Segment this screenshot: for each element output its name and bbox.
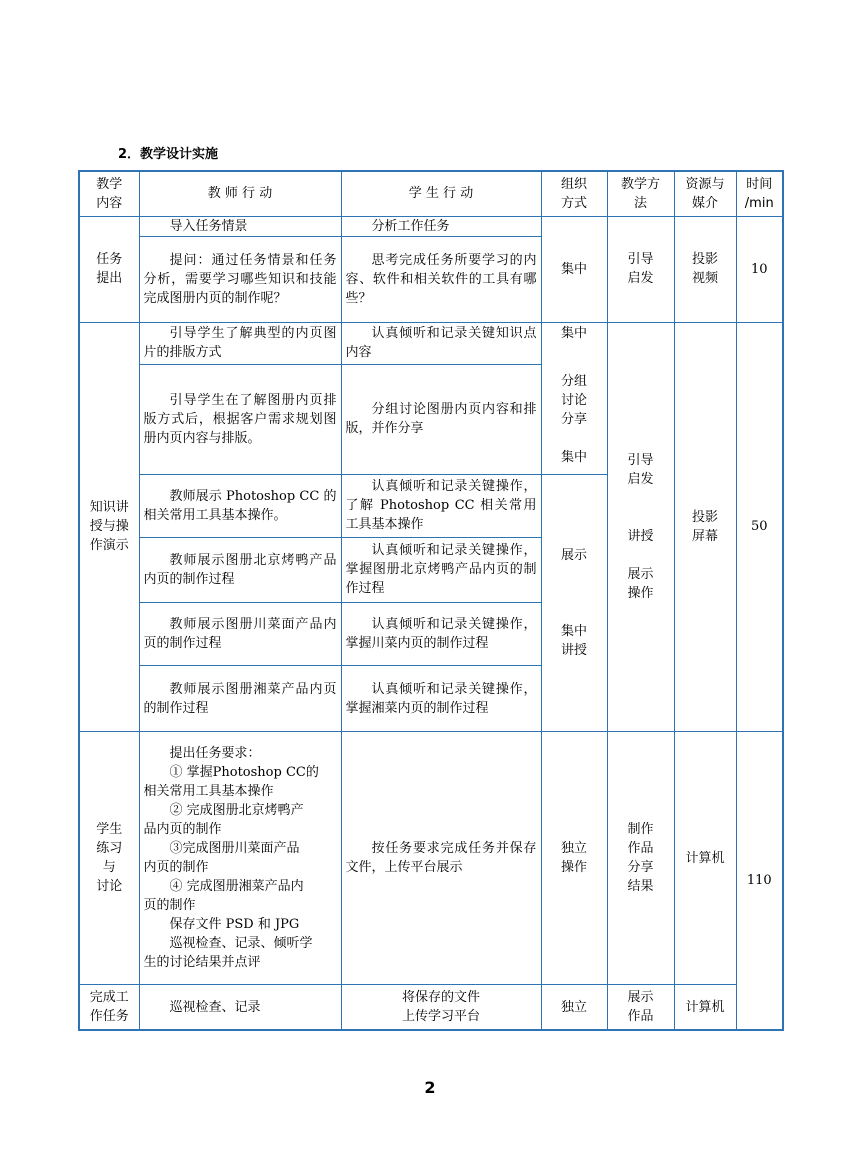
sec2-student-6: 认真倾听和记录关键操作，掌握湘菜内页的制作过程	[341, 666, 541, 732]
header-teacher: 教 师 行 动	[139, 171, 341, 216]
sec4-content: 完成工 作任务	[79, 985, 139, 1030]
sec3-teacher-line: 内页的制作	[143, 860, 209, 876]
sec1-student-1: 分析工作任务	[341, 216, 541, 236]
sec4-org: 独立	[541, 985, 607, 1030]
sec4-teacher: 巡视检查、记录	[139, 985, 341, 1030]
sec2-method: 引导 启发 讲授 展示 操作	[607, 322, 674, 731]
table-row	[79, 985, 783, 1030]
sec3-method: 制作 作品 分享 结果	[607, 732, 674, 985]
sec1-teacher-1: 导入任务情景	[139, 216, 341, 236]
header-content: 教学 内容	[79, 171, 139, 216]
sec3-teacher-line: 生的讨论结果并点评	[143, 955, 261, 971]
sec3-teacher-line: 提出任务要求：	[169, 746, 261, 762]
sec3-teacher-line: 相关常用工具基本操作	[143, 784, 274, 800]
header-time: 时间 /min	[736, 171, 783, 216]
teaching-plan-table	[78, 170, 784, 1031]
sec1-time: 10	[736, 216, 783, 322]
sec3-teacher-line: ④ 完成图册湘菜产品内	[169, 879, 304, 895]
sec2-teacher-4: 教师展示图册北京烤鸭产品内页的制作过程	[139, 537, 341, 602]
header-method: 教学方 法	[607, 171, 674, 216]
sec3-org: 独立 操作	[541, 732, 607, 985]
sec3-time: 110	[736, 732, 783, 1030]
sec2-org-1: 集中	[541, 322, 607, 364]
table-row	[79, 732, 783, 985]
sec2-student-4: 认真倾听和记录关键操作，掌握图册北京烤鸭产品内页的制作过程	[341, 537, 541, 602]
sec2-teacher-5: 教师展示图册川菜面产品内页的制作过程	[139, 602, 341, 665]
header-resource: 资源与 媒介	[674, 171, 736, 216]
sec4-method: 展示 作品	[607, 985, 674, 1030]
sec2-time: 50	[736, 322, 783, 731]
sec2-org-show: 展示 集中 讲授	[541, 474, 607, 731]
table-row	[79, 322, 783, 364]
sec1-resource: 投影 视频	[674, 216, 736, 322]
page-number: 2	[424, 1078, 436, 1097]
sec2-student-3: 认真倾听和记录关键操作，了解 Photoshop CC 相关常用工具基本操作	[341, 474, 541, 537]
header-org: 组织 方式	[541, 171, 607, 216]
sec2-teacher-3: 教师展示 Photoshop CC 的相关常用工具基本操作。	[139, 474, 341, 537]
sec2-teacher-6: 教师展示图册湘菜产品内页的制作过程	[139, 666, 341, 732]
sec4-resource: 计算机	[674, 985, 736, 1030]
sec2-student-5: 认真倾听和记录关键操作，掌握川菜内页的制作过程	[341, 602, 541, 665]
sec3-teacher-line: ① 掌握Photoshop CC的	[169, 765, 319, 781]
sec2-teacher-2: 引导学生在了解图册内页排版方式后，根据客户需求规划图册内页内容与排版。	[139, 364, 341, 474]
section-heading: 2．教学设计实施	[118, 147, 219, 162]
sec3-teacher-line: ③完成图册川菜面产品	[169, 841, 300, 857]
sec1-method: 引导 启发	[607, 216, 674, 322]
sec3-teacher-line: 巡视检查、记录、倾听学	[169, 936, 313, 952]
sec3-teacher-line: 页的制作	[143, 898, 196, 914]
sec1-content: 任务 提出	[79, 216, 139, 322]
sec2-content: 知识讲 授与操 作演示	[79, 322, 139, 731]
sec2-resource: 投影 屏幕	[674, 322, 736, 731]
sec2-student-2: 分组讨论图册内页内容和排版，并作分享	[341, 364, 541, 474]
sec3-teacher-line: ② 完成图册北京烤鸭产	[169, 803, 304, 819]
sec3-content: 学生 练习 与 讨论	[79, 732, 139, 985]
sec3-teacher-line: 保存文件 PSD 和 JPG	[169, 917, 300, 933]
header-student: 学 生 行 动	[341, 171, 541, 216]
header-row	[79, 171, 783, 216]
sec1-student-2: 思考完成任务所要学习的内容、软件和相关软件的工具有哪些？	[341, 236, 541, 322]
sec3-teacher-line: 品内页的制作	[143, 822, 222, 838]
sec3-resource: 计算机	[674, 732, 736, 985]
sec1-teacher-2: 提问：通过任务情景和任务分析，需要学习哪些知识和技能完成图册内页的制作呢？	[139, 236, 341, 322]
sec2-org-2: 分组 讨论 分享 集中	[541, 364, 607, 474]
table-row	[79, 216, 783, 236]
sec2-teacher-1: 引导学生了解典型的内页图片的排版方式	[139, 322, 341, 364]
sec4-student: 将保存的文件 上传学习平台	[341, 985, 541, 1030]
sec3-teacher	[139, 732, 341, 985]
sec2-student-1: 认真倾听和记录关键知识点内容	[341, 322, 541, 364]
sec3-student: 按任务要求完成任务并保存文件，上传平台展示	[341, 732, 541, 985]
sec1-org: 集中	[541, 216, 607, 322]
